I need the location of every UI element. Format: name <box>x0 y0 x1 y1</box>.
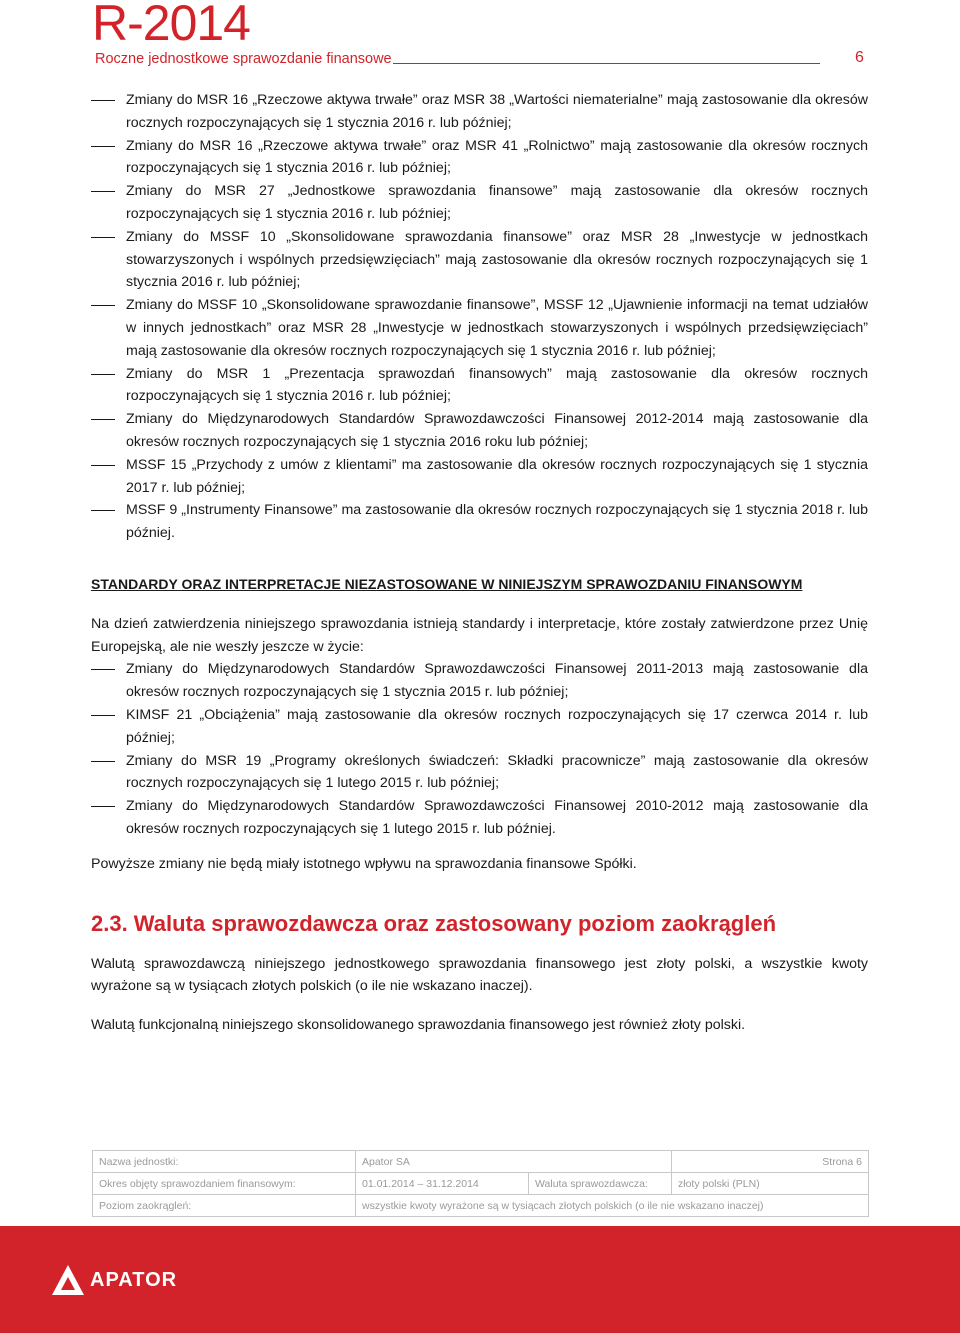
header-subtitle: Roczne jednostkowe sprawozdanie finansowe <box>95 51 392 67</box>
document-body <box>91 89 868 1037</box>
apator-logo-icon <box>52 1265 84 1295</box>
effective-changes-list <box>91 89 868 545</box>
functional-currency-paragraph: Walutą funkcjonalną niniejszego skonsolidowanego sprawozdania finansowego jest również złoty polski. <box>91 1017 746 1034</box>
list-item: Zmiany do MSR 27 „Jednostkowe sprawozdania finansowe” mają zastosowanie dla okresów rocznych rozpoczynających się 1 stycznia 2016 r. lub później; <box>91 180 868 226</box>
apator-logo <box>52 1265 177 1295</box>
currency-value: złoty polski (PLN) <box>672 1173 869 1195</box>
currency-label: Waluta sprawozdawcza: <box>529 1173 672 1195</box>
list-item: Zmiany do MSR 1 „Prezentacja sprawozdań finansowych” mają zastosowanie dla okresów rocznych rozpoczynających się 1 stycznia 2016 r. lub później; <box>91 363 868 409</box>
rounding-label: Poziom zaokrągleń: <box>93 1195 356 1217</box>
list-item: MSSF 15 „Przychody z umów z klientami” ma zastosowanie dla okresów rocznych rozpoczynających się 1 stycznia 2017 r. lub później; <box>91 454 868 500</box>
intro-paragraph: Na dzień zatwierdzenia niniejszego sprawozdania istnieją standardy i interpretacje, które zostały zatwierdzone przez Unię Europejską, ale nie weszły jeszcze w życie: <box>91 615 868 655</box>
entity-name-label: Nazwa jednostki: <box>93 1151 356 1173</box>
list-item: Zmiany do MSSF 10 „Skonsolidowane sprawozdania finansowe” oraz MSR 28 „Inwestycje w jednostkach stowarzyszonych i wspólnych przedsięwzięciach” mają zastosowanie dla okresów rocznych rozpoczynających się 1 stycznia 2016 r. lub później; <box>91 226 868 294</box>
list-item: Zmiany do MSR 16 „Rzeczowe aktywa trwałe” oraz MSR 41 „Rolnictwo” mają zastosowanie dla okresów rocznych rozpoczynających się 1 stycznia 2016 r. lub później; <box>91 135 868 181</box>
section-heading: STANDARDY ORAZ INTERPRETACJE NIEZASTOSOWANE W NINIEJSZYM SPRAWOZDANIU FINANSOWYM <box>91 575 803 592</box>
page-number: 6 <box>855 49 864 66</box>
list-item: Zmiany do Międzynarodowych Standardów Sprawozdawczości Finansowej 2010-2012 mają zastosowanie dla okresów rocznych rozpoczynających się 1 lutego 2015 r. lub później. <box>91 795 868 841</box>
impact-paragraph: Powyższe zmiany nie będą miały istotnego wpływu na sprawozdania finansowe Spółki. <box>91 855 637 872</box>
entity-name-value: Apator SA <box>356 1151 672 1173</box>
list-item: Zmiany do MSR 19 „Programy określonych świadczeń: Składki pracownicze” mają zastosowanie dla okresów rocznych rozpoczynających się 1 lutego 2015 r. lub później; <box>91 750 868 796</box>
header-rule <box>393 63 820 64</box>
apator-logo-text: APATOR <box>90 1268 178 1291</box>
list-item: Zmiany do Międzynarodowych Standardów Sprawozdawczości Finansowej 2011-2013 mają zastosowanie dla okresów rocznych rozpoczynających się 1 stycznia 2015 r. lub później; <box>91 658 868 704</box>
period-value: 01.01.2014 – 31.12.2014 <box>356 1173 529 1195</box>
rounding-value: wszystkie kwoty wyrażone są w tysiącach złotych polskich (o ile nie wskazano inaczej) <box>356 1195 869 1217</box>
list-item: Zmiany do MSSF 10 „Skonsolidowane sprawozdanie finansowe”, MSSF 12 „Ujawnienie informacji na temat udziałów w innych jednostkach” oraz MSR 28 „Inwestycje w jednostkach stowarzyszonych i wspólnych przedsięwzięciach” mają zastosowanie dla okresów rocznych rozpoczynających się 1 stycznia 2016 r. lub później; <box>91 294 868 362</box>
footer-info-table <box>92 1150 869 1217</box>
pending-changes-list <box>91 658 868 840</box>
list-item: Zmiany do MSR 16 „Rzeczowe aktywa trwałe” oraz MSR 38 „Wartości niematerialne” mają zastosowanie dla okresów rocznych rozpoczynających się 1 stycznia 2016 r. lub później; <box>91 89 868 135</box>
list-item: KIMSF 21 „Obciążenia” mają zastosowanie dla okresów rocznych rozpoczynających się 17 czerwca 2014 r. lub później; <box>91 704 868 750</box>
currency-paragraph: Walutą sprawozdawczą niniejszego jednostkowego sprawozdania finansowego jest złoty polski, a wszystkie kwoty wyrażone są w tysiącach złotych polskich (o ile nie wskazano inaczej). <box>91 955 868 995</box>
list-item: Zmiany do Międzynarodowych Standardów Sprawozdawczości Finansowej 2012-2014 mają zastosowanie dla okresów rocznych rozpoczynających się 1 stycznia 2016 roku lub później; <box>91 408 868 454</box>
subsection-heading: 2.3. Waluta sprawozdawcza oraz zastosowany poziom zaokrągleń <box>91 910 777 936</box>
header-title: R-2014 <box>92 0 250 51</box>
footer-page-label: Strona 6 <box>672 1151 869 1173</box>
period-label: Okres objęty sprawozdaniem finansowym: <box>93 1173 356 1195</box>
list-item: MSSF 9 „Instrumenty Finansowe” ma zastosowanie dla okresów rocznych rozpoczynających się 1 stycznia 2018 r. lub później. <box>91 499 868 545</box>
